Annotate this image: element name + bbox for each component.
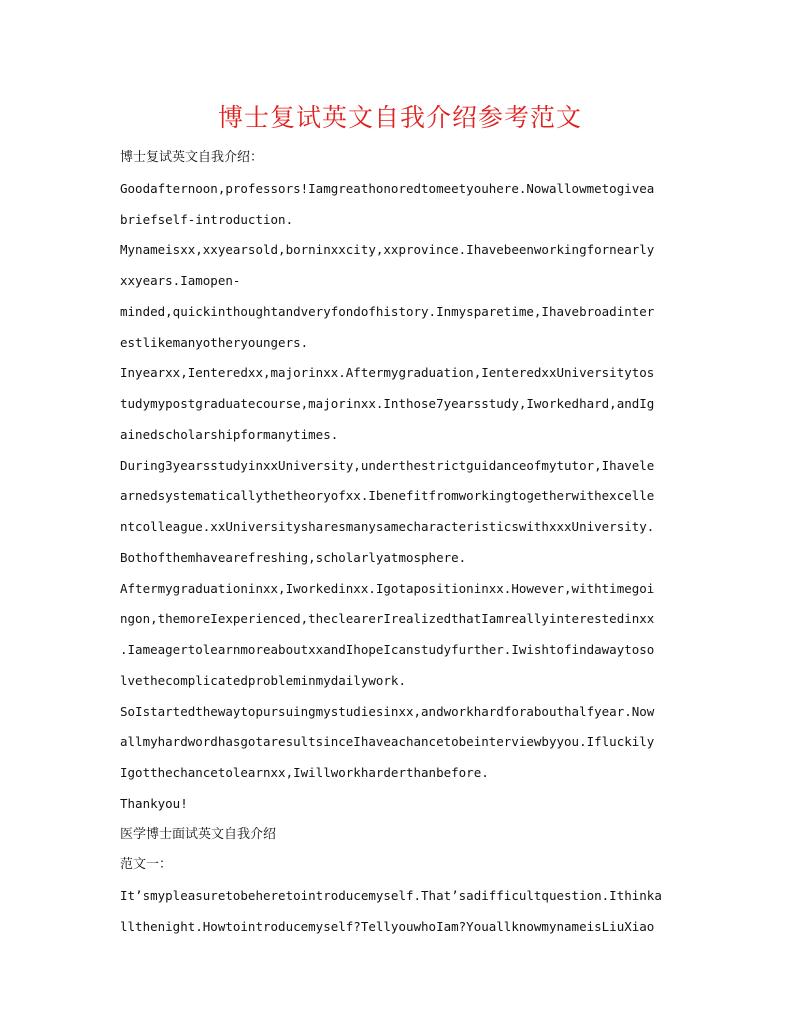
body-text-line: allmyhardwordhasgotaresultsinceIhaveachancetobeinterviewbyyou.Ifluckily [120,734,655,750]
body-text-line: arnedsystematicallythetheoryofxx.Ibenefitfromworkingtogetherwithexcelle [120,488,655,504]
body-text-line: Aftermygraduationinxx,Iworkedinxx.Igotapositioninxx.However,withtimegoi [120,580,655,596]
body-text-line: 范文一： [120,857,173,873]
body-text-line: 医学博士面试英文自我介绍 [120,826,277,842]
page-title: 博士复试英文自我介绍参考范文 [217,103,582,132]
body-text-line: Goodafternoon,professors!Iamgreathonoredtomeetyouhere.Nowallowmetogivea [120,180,655,196]
body-text-line: ainedscholarshipformanytimes. [120,426,339,442]
body-text-line: Inyearxx,Ienteredxx,majorinxx.Aftermygraduation,IenteredxxUniversitytos [120,365,655,381]
body-text-line: 博士复试英文自我介绍： [120,150,264,165]
body-text-line: Igotthechancetolearnxx,Iwillworkharderthanbefore. [120,765,489,780]
body-text-line: xxyears.Iamopen- [120,273,241,288]
body-text-line: tudymypostgraduatecourse,majorinxx.Inthose7yearsstudy,Iworkedhard,andIg [120,396,655,411]
body-text-line: Bothofthemhavearefreshing,scholarlyatmosphere. [120,549,467,565]
body-text-line: ntcolleague.xxUniversitysharesmanysamecharacteristicswithxxxUniversity. [120,519,655,534]
body-text-line: estlikemanyotheryoungers. [120,334,309,350]
body-text-line: llthenight.Howtointroducemyself?TellyouwhoIam?YouallknowmynameisLiuXiao [120,918,655,934]
body-text-line: ngon,themoreIexperienced,theclearerIrealizedthatIamreallyinterestedinxx [120,611,655,627]
body-text-line: .IameagertolearnmoreaboutxxandIhopeIcanstudyfurther.Iwishtofindawaytoso [120,642,655,657]
body-text-line: minded,quickinthoughtandveryfondofhistory.Inmysparetime,Ihavebroadinter [120,303,655,319]
body-text-line: It’smypleasuretobeheretointroducemyself.That’sadifficultquestion.Ithinka [120,888,662,903]
body-text-line: During3yearsstudyinxxUniversity,underthestrictguidanceofmytutor,Ihavele [120,457,655,473]
body-text-line: Mynameisxx,xxyearsold,borninxxcity,xxprovince.Ihavebeenworkingfornearly [120,242,655,258]
body-text-line: briefself-introduction. [120,211,294,227]
body-text-line: SoIstartedthewaytopursuingmystudiesinxx,andworkhardforabouthalfyear.Now [120,703,655,719]
body-text-line: Thankyou! [120,795,188,811]
body-text-line: lvethecomplicatedprobleminmydailywork. [120,672,406,688]
